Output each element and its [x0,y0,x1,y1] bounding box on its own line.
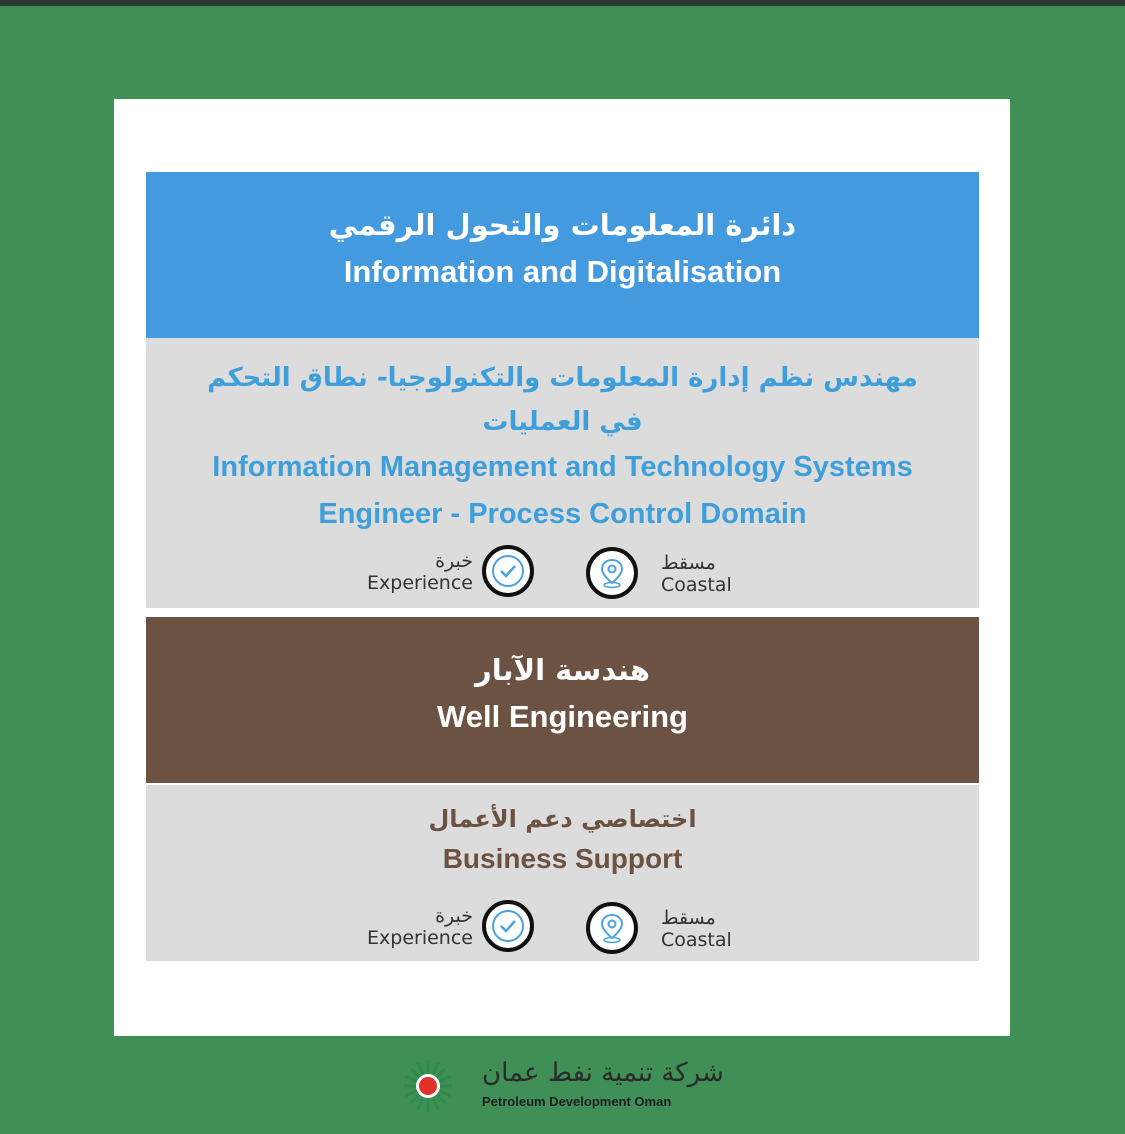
pdo-sun-icon [402,1056,466,1116]
job-meta [146,544,979,600]
location-label-ar: مسقط [661,907,716,929]
job-title-ar-line1: مهندس نظم إدارة المعلومات والتكنولوجيا- نطاق التحكم [207,363,918,393]
job-title-ar: اختصاصي دعم الأعمال [428,805,697,833]
department-name-en: Well Engineering [437,699,688,734]
department-name-ar: دائرة المعلومات والتحول الرقمي [328,208,797,242]
location-label [661,552,732,596]
logo-name-en: Petroleum Development Oman [482,1094,672,1109]
location-label [661,907,732,951]
job-title-en-line2: Engineer - Process Control Domain [318,498,807,530]
location-pin-icon [585,546,639,600]
location-label-en: Coastal [661,574,732,596]
experience-label-ar: خبرة [435,905,473,927]
department-name-ar: هندسة الآبار [475,653,650,687]
experience-label-en: Experience [367,927,473,949]
job-title-ar-line2: في العمليات [482,407,643,437]
job-meta [146,899,979,955]
experience-check-icon [481,544,535,598]
experience-label [367,550,473,594]
job-panel-business-support [146,785,979,961]
job-panel-imts-engineer [146,338,979,608]
location-pin-icon [585,901,639,955]
location-label-ar: مسقط [661,552,716,574]
job-title-en-line1: Information Management and Technology Systems [212,451,913,483]
logo-name-ar: شركة تنمية نفط عمان [482,1058,724,1088]
experience-label-ar: خبرة [435,550,473,572]
location-label-en: Coastal [661,929,732,951]
department-header-digitalisation [146,172,979,338]
department-name-en: Information and Digitalisation [343,254,782,289]
experience-check-icon [481,899,535,953]
vacancies-card [114,99,1010,1036]
experience-label [367,905,473,949]
top-strip [0,0,1125,6]
department-header-well-engineering [146,617,979,783]
pdo-logo [402,1056,732,1116]
experience-label-en: Experience [367,572,473,594]
job-title-en: Business Support [442,843,683,874]
